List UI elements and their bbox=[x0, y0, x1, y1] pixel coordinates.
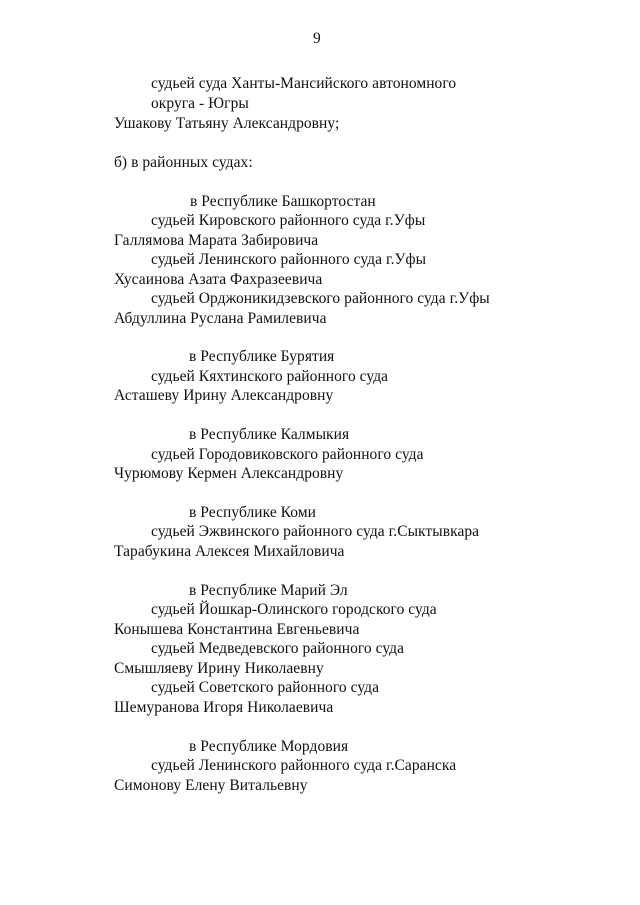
court-position-line: судьей Кяхтинского районного суда bbox=[151, 368, 389, 385]
appointee-name: Асташеву Ирину Александровну bbox=[114, 387, 334, 404]
region-heading: в Республике Бурятия bbox=[189, 348, 335, 365]
appointee-name: Ушакову Татьяну Александровну; bbox=[114, 115, 340, 132]
appointee-name: Чурюмову Кермен Александровну bbox=[114, 465, 344, 482]
appointee-name: Хусаинова Азата Фахразеевича bbox=[114, 271, 323, 288]
appointee-name: Конышева Константина Евгеньевича bbox=[114, 621, 360, 638]
court-position-line: судьей Орджоникидзевского районного суда г.Уфы bbox=[151, 290, 490, 307]
region-heading: в Республике Башкортостан bbox=[190, 193, 376, 210]
court-position-line: округа - Югры bbox=[151, 95, 249, 112]
court-position-line: судьей Кировского районного суда г.Уфы bbox=[151, 212, 426, 229]
section-heading: б) в районных судах: bbox=[114, 154, 253, 171]
appointee-name: Шемуранова Игоря Николаевича bbox=[114, 699, 334, 716]
appointee-name: Галлямова Марата Забировича bbox=[114, 232, 319, 249]
court-position-line: судьей Ленинского районного суда г.Саранска bbox=[151, 757, 457, 774]
court-position-line: судьей Ленинского районного суда г.Уфы bbox=[151, 251, 427, 268]
appointee-name: Тарабукина Алексея Михайловича bbox=[114, 543, 345, 560]
region-heading: в Республике Мордовия bbox=[189, 738, 349, 755]
court-position-line: судьей Городовиковского районного суда bbox=[151, 446, 424, 463]
appointee-name: Симонову Елену Витальевну bbox=[114, 777, 308, 794]
region-heading: в Республике Марий Эл bbox=[189, 582, 348, 599]
court-position-line: судьей Медведевского районного суда bbox=[151, 640, 405, 657]
appointee-name: Абдуллина Руслана Рамилевича bbox=[114, 310, 327, 327]
region-heading: в Республике Коми bbox=[189, 504, 316, 521]
appointee-name: Смышляеву Ирину Николаевну bbox=[114, 660, 324, 677]
court-position-line: судьей Йошкар-Олинского городского суда bbox=[151, 601, 437, 618]
court-position-line: судьей Эжвинского районного суда г.Сыктывкара bbox=[151, 523, 480, 540]
region-heading: в Республике Калмыкия bbox=[189, 426, 350, 443]
page-number: 9 bbox=[313, 30, 321, 47]
court-position-line: судьей суда Ханты-Мансийского автономного bbox=[151, 75, 457, 92]
court-position-line: судьей Советского районного суда bbox=[151, 679, 380, 696]
